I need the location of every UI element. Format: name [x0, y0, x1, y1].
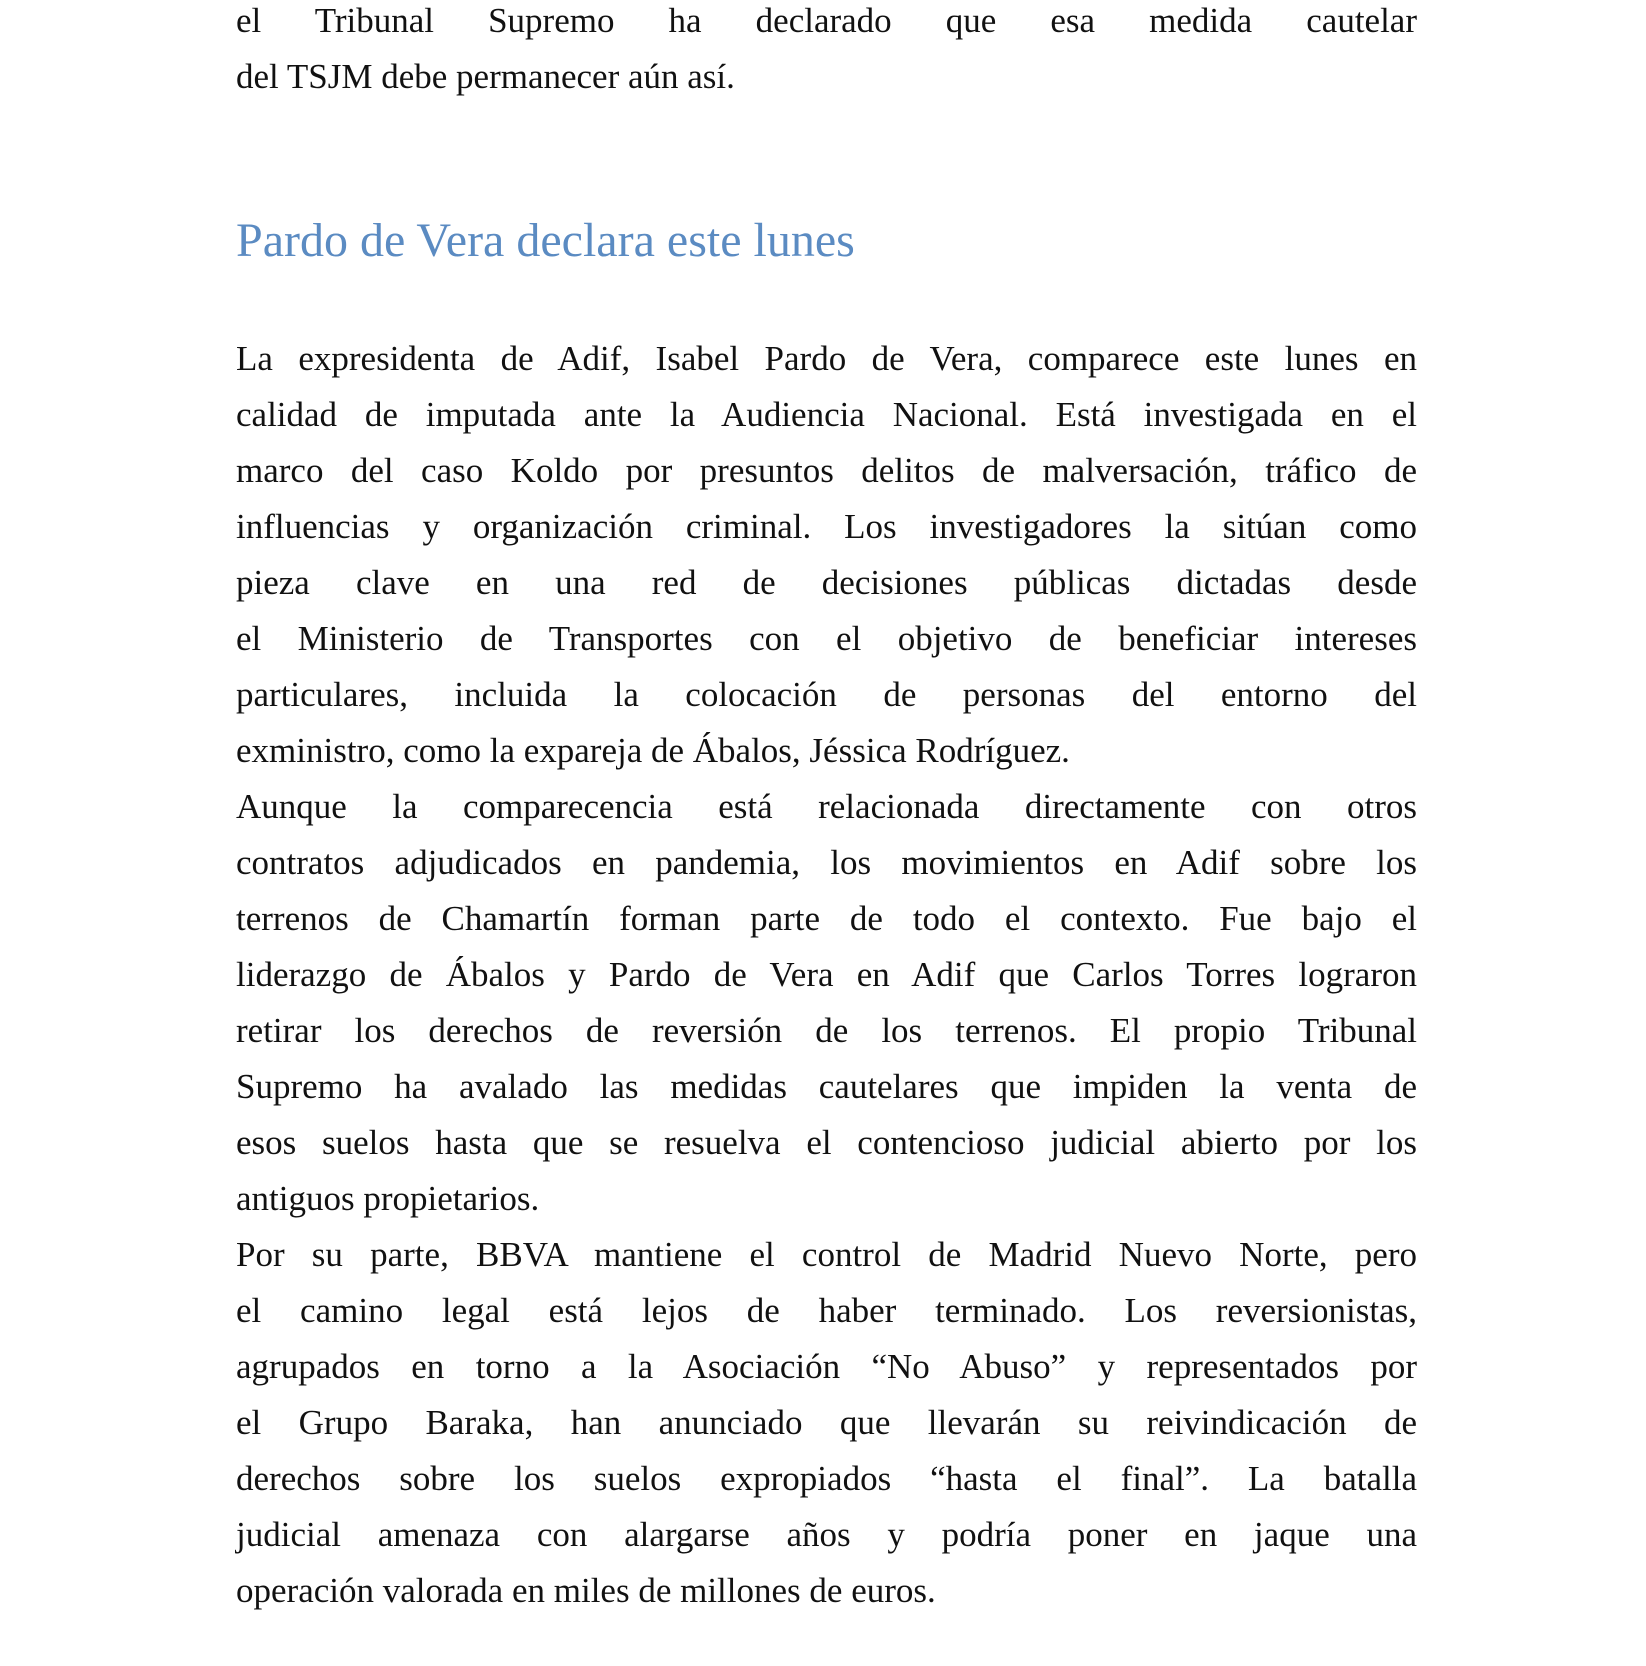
text-line: derechos sobre los suelos expropiados “hasta el final”. La batalla	[236, 1459, 1417, 1498]
text-line: el camino legal está lejos de haber terminado. Los reversionistas,	[236, 1291, 1417, 1330]
text-line: operación valorada en miles de millones de euros.	[236, 1571, 936, 1610]
text-line: La expresidenta de Adif, Isabel Pardo de Vera, comparece este lunes en	[236, 339, 1417, 378]
text-line: influencias y organización criminal. Los investigadores la sitúan como	[236, 507, 1417, 546]
text-line: marco del caso Koldo por presuntos delitos de malversación, tráfico de	[236, 451, 1417, 490]
text-line: el Tribunal Supremo ha declarado que esa medida cautelar	[236, 1, 1417, 40]
text-line: exministro, como la expareja de Ábalos, Jéssica Rodríguez.	[236, 731, 1070, 770]
text-line: particulares, incluida la colocación de personas del entorno del	[236, 675, 1417, 714]
text-line: liderazgo de Ábalos y Pardo de Vera en Adif que Carlos Torres lograron	[236, 955, 1417, 994]
paragraph	[236, 331, 1417, 779]
text-line: el Grupo Baraka, han anunciado que llevarán su reivindicación de	[236, 1403, 1417, 1442]
text-line: terrenos de Chamartín forman parte de todo el contexto. Fue bajo el	[236, 899, 1417, 938]
text-line: contratos adjudicados en pandemia, los movimientos en Adif sobre los	[236, 843, 1417, 882]
text-line: calidad de imputada ante la Audiencia Nacional. Está investigada en el	[236, 395, 1417, 434]
text-line: agrupados en torno a la Asociación “No Abuso” y representados por	[236, 1347, 1417, 1386]
intro-paragraph	[236, 0, 1417, 105]
text-line: el Ministerio de Transportes con el objetivo de beneficiar intereses	[236, 619, 1417, 658]
section-heading: Pardo de Vera declara este lunes	[236, 214, 855, 267]
text-line: pieza clave en una red de decisiones públicas dictadas desde	[236, 563, 1417, 602]
text-line: Supremo ha avalado las medidas cautelares que impiden la venta de	[236, 1067, 1417, 1106]
text-line: judicial amenaza con alargarse años y podría poner en jaque una	[236, 1515, 1417, 1554]
text-line: esos suelos hasta que se resuelva el contencioso judicial abierto por los	[236, 1123, 1417, 1162]
text-line: Aunque la comparecencia está relacionada directamente con otros	[236, 787, 1417, 826]
article-body	[236, 331, 1417, 1619]
paragraph	[236, 1227, 1417, 1619]
text-line: antiguos propietarios.	[236, 1179, 540, 1218]
text-line: retirar los derechos de reversión de los terrenos. El propio Tribunal	[236, 1011, 1417, 1050]
text-line: del TSJM debe permanecer aún así.	[236, 57, 735, 96]
paragraph	[236, 779, 1417, 1227]
text-line: Por su parte, BBVA mantiene el control de Madrid Nuevo Norte, pero	[236, 1235, 1417, 1274]
